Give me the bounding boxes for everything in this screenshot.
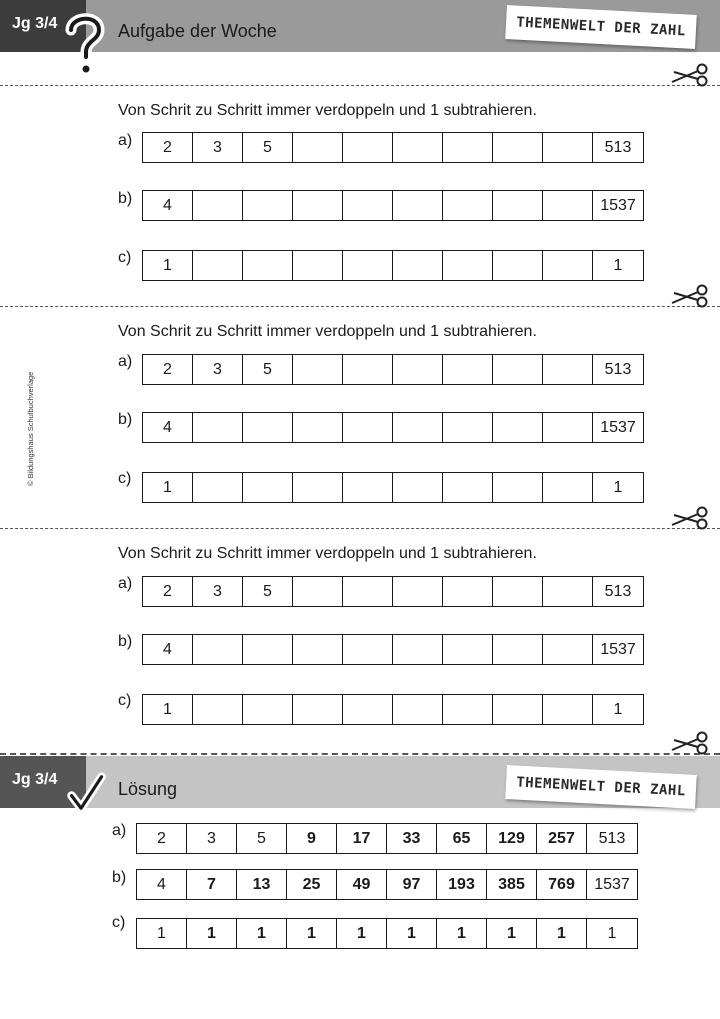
number-chain-row [142,354,644,385]
answer-cell-empty[interactable] [543,695,593,724]
answer-cell-empty[interactable] [543,413,593,442]
answer-cell-empty[interactable] [243,251,293,280]
number-cell: 17 [337,824,387,853]
solution-chain-row [136,823,638,854]
answer-cell-empty[interactable] [293,577,343,606]
number-cell: 13 [237,870,287,899]
row-label: a) [118,132,133,149]
number-cell: 1 [137,919,187,948]
answer-cell-empty[interactable] [443,251,493,280]
number-cell: 2 [137,824,187,853]
scissors-icon [670,730,710,756]
number-cell: 5 [237,824,287,853]
cut-line [0,528,720,529]
answer-cell-empty[interactable] [493,635,543,664]
number-cell: 1 [487,919,537,948]
number-cell: 1 [437,919,487,948]
scissors-icon [670,283,710,309]
number-cell: 513 [604,138,632,156]
number-chain-row [142,190,644,221]
number-cell: 257 [537,824,587,853]
answer-cell-empty[interactable] [443,355,493,384]
number-chain-row [142,250,644,281]
solution-chain-row [136,918,638,949]
grade-badge: Jg 3/4 [0,0,86,52]
number-cell: 1 [613,478,623,496]
number-cell: 1537 [600,640,636,658]
scissors-icon [670,505,710,531]
number-chain-row [142,576,644,607]
number-cell: 33 [387,824,437,853]
answer-cell-empty[interactable] [343,635,393,664]
row-label: c) [112,914,126,931]
number-cell: 513 [604,582,632,600]
answer-cell-empty[interactable] [493,133,543,162]
answer-cell-empty[interactable] [343,133,393,162]
exercise-instruction: Von Schrit zu Schritt immer verdoppeln und 1 subtrahieren. [118,102,537,119]
answer-cell-empty[interactable] [543,251,593,280]
series-stamp: THEMENWELT DER ZAHL [505,765,697,809]
answer-cell-empty[interactable] [493,191,543,220]
answer-cell-empty[interactable] [293,251,343,280]
answer-cell-empty[interactable] [493,695,543,724]
number-cell: 9 [287,824,337,853]
scissors-icon [670,62,710,88]
answer-cell-empty[interactable] [543,191,593,220]
exercise-instruction: Von Schrit zu Schritt immer verdoppeln und 1 subtrahieren. [118,323,537,340]
number-cell: 1 [143,473,193,502]
number-cell: 5 [243,355,293,384]
answer-cell-empty[interactable] [193,191,243,220]
answer-cell-empty[interactable] [543,577,593,606]
answer-cell-empty[interactable] [543,473,593,502]
row-label: b) [112,869,127,886]
number-cell: 1 [237,919,287,948]
answer-cell-empty[interactable] [393,695,443,724]
number-cell: 3 [193,355,243,384]
answer-cell-empty[interactable] [243,695,293,724]
answer-cell-empty[interactable] [393,473,443,502]
answer-cell-empty[interactable] [493,577,543,606]
number-chain-row [142,472,644,503]
row-label: c) [118,470,132,487]
row-label: a) [118,575,133,592]
number-cell: 65 [437,824,487,853]
number-cell: 129 [487,824,537,853]
task-title: Aufgabe der Woche [118,21,277,41]
answer-cell-empty[interactable] [543,355,593,384]
number-chain-row [142,412,644,443]
answer-cell-empty[interactable] [343,355,393,384]
answer-cell-empty[interactable] [293,695,343,724]
answer-cell-empty[interactable] [493,251,543,280]
answer-cell-empty[interactable] [193,695,243,724]
answer-cell-empty[interactable] [193,413,243,442]
number-cell: 1537 [594,875,630,893]
number-cell: 49 [337,870,387,899]
answer-cell-empty[interactable] [343,191,393,220]
answer-cell-empty[interactable] [443,577,493,606]
row-label: b) [118,411,133,428]
answer-cell-empty[interactable] [293,133,343,162]
number-cell: 1537 [600,418,636,436]
row-label: c) [118,249,132,266]
cut-line [0,306,720,307]
number-cell: 1537 [600,196,636,214]
answer-cell-empty[interactable] [543,635,593,664]
number-cell: 7 [187,870,237,899]
task-header [0,0,720,52]
number-cell: 3 [187,824,237,853]
answer-cell-empty[interactable] [343,577,393,606]
row-label: a) [112,822,127,839]
number-cell: 3 [193,133,243,162]
answer-cell-empty[interactable] [443,695,493,724]
answer-cell-empty[interactable] [393,577,443,606]
number-cell: 193 [437,870,487,899]
answer-cell-empty[interactable] [243,413,293,442]
answer-cell-empty[interactable] [193,473,243,502]
answer-cell-empty[interactable] [243,473,293,502]
answer-cell-empty[interactable] [443,635,493,664]
answer-cell-empty[interactable] [493,355,543,384]
number-cell: 1 [187,919,237,948]
number-cell: 2 [143,355,193,384]
answer-cell-empty[interactable] [193,251,243,280]
question-mark-icon [62,10,108,76]
number-cell: 25 [287,870,337,899]
answer-cell-empty[interactable] [343,473,393,502]
number-cell: 4 [143,191,193,220]
number-chain-row [142,132,644,163]
answer-cell-empty[interactable] [443,473,493,502]
number-cell: 3 [193,577,243,606]
answer-cell-empty[interactable] [393,413,443,442]
number-chain-row [142,634,644,665]
number-cell: 2 [143,133,193,162]
number-cell: 513 [604,360,632,378]
number-cell: 5 [243,133,293,162]
number-cell: 97 [387,870,437,899]
number-cell: 4 [137,870,187,899]
solution-title: Lösung [118,779,178,799]
answer-cell-empty[interactable] [243,191,293,220]
number-cell: 5 [243,577,293,606]
number-chain-row [142,694,644,725]
series-stamp: THEMENWELT DER ZAHL [505,5,697,49]
answer-cell-empty[interactable] [393,191,443,220]
solution-chain-row [136,869,638,900]
answer-cell-empty[interactable] [393,635,443,664]
answer-cell-empty[interactable] [293,473,343,502]
exercise-instruction: Von Schrit zu Schritt immer verdoppeln und 1 subtrahieren. [118,545,537,562]
cut-line [0,85,720,86]
row-label: c) [118,692,132,709]
answer-cell-empty[interactable] [293,355,343,384]
number-cell: 1 [387,919,437,948]
answer-cell-empty[interactable] [393,133,443,162]
answer-cell-empty[interactable] [293,413,343,442]
row-label: b) [118,190,133,207]
number-cell: 385 [487,870,537,899]
answer-cell-empty[interactable] [343,251,393,280]
answer-cell-empty[interactable] [443,191,493,220]
answer-cell-empty[interactable] [343,413,393,442]
number-cell: 2 [143,577,193,606]
answer-cell-empty[interactable] [493,413,543,442]
number-cell: 1 [143,251,193,280]
answer-cell-empty[interactable] [193,635,243,664]
solution-header [0,756,720,808]
answer-cell-empty[interactable] [293,191,343,220]
number-cell: 4 [143,635,193,664]
answer-cell-empty[interactable] [343,695,393,724]
number-cell: 769 [537,870,587,899]
number-cell: 1 [287,919,337,948]
check-mark-icon [60,772,110,824]
answer-cell-empty[interactable] [393,251,443,280]
number-cell: 1 [607,924,617,942]
answer-cell-empty[interactable] [493,473,543,502]
row-label: b) [118,633,133,650]
cut-line [0,753,720,755]
answer-cell-empty[interactable] [243,635,293,664]
answer-cell-empty[interactable] [443,413,493,442]
number-cell: 4 [143,413,193,442]
number-cell: 1 [613,700,623,718]
answer-cell-empty[interactable] [543,133,593,162]
number-cell: 1 [143,695,193,724]
number-cell: 1 [337,919,387,948]
grade-badge: Jg 3/4 [0,756,86,808]
answer-cell-empty[interactable] [443,133,493,162]
answer-cell-empty[interactable] [293,635,343,664]
number-cell: 1 [537,919,587,948]
row-label: a) [118,353,133,370]
number-cell: 1 [613,256,623,274]
answer-cell-empty[interactable] [393,355,443,384]
number-cell: 513 [598,829,626,847]
copyright-note: © Bildungshaus Schulbuchverlage [26,371,35,486]
